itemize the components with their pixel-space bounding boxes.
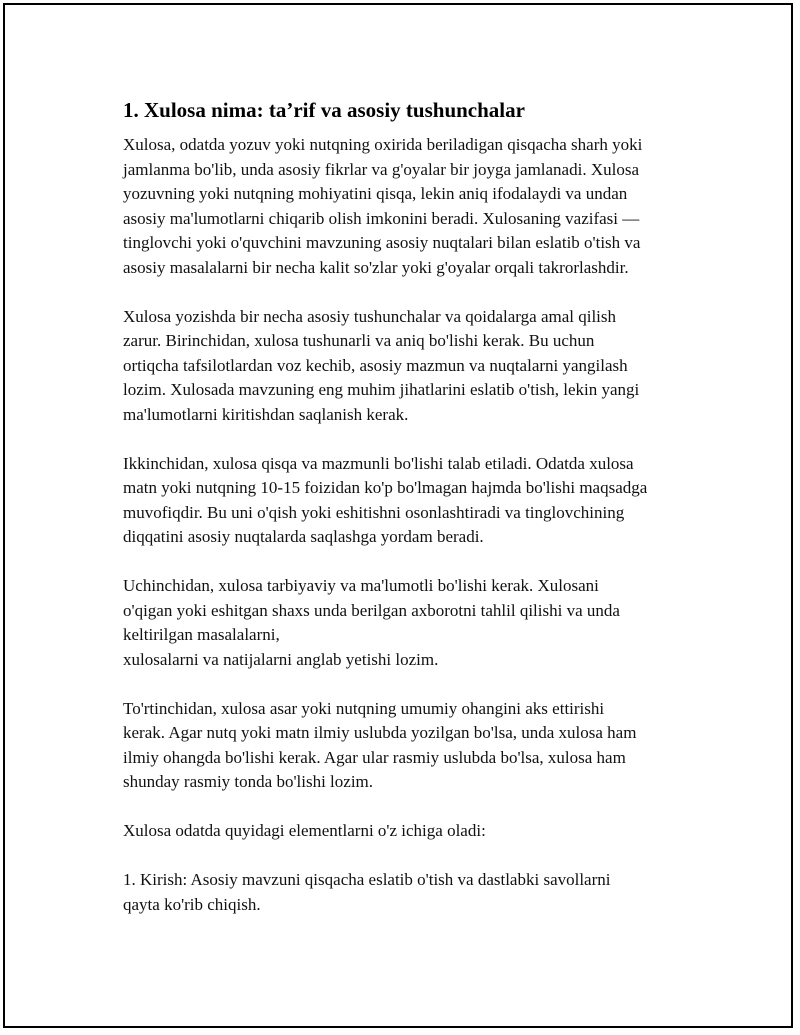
paragraph-rules-fourth: To'rtinchidan, xulosa asar yoki nutqning umumiy ohangini aks ettirishi kerak. Agar nutq yoki matn ilmiy uslubda yozilgan bo'lsa, unda xulosa ham ilmiy ohangda bo'lishi kerak. Agar ular rasmiy uslubda bo'lsa, xulosa ham shunday rasmiy tonda bo'lishi lozim. (123, 698, 637, 791)
list-item-introduction: 1. Kirish: Asosiy mavzuni qisqacha eslatib o'tish va dastlabki savollarni qayta ko'rib chiqish. (123, 870, 611, 914)
paragraph-rules-first: Xulosa yozishda bir necha asosiy tushunchalar va qoidalarga amal qilish zarur. Birinchidan, xulosa tushunarli va aniq bo'lishi kerak. Bu uchun ortiqcha tafsilotlardan voz kechib, asosiy mazmun va nuqtalarni yangilash lozim. Xulosada mavzuning eng muhim jihatlarini eslatib o'tish, lekin yangi ma'lumotlarni kiritishdan saqlanish kerak. (123, 306, 640, 424)
paragraph-definition: Xulosa, odatda yozuv yoki nutqning oxirida beriladigan qisqacha sharh yoki jamlanma bo'lib, unda asosiy fikrlar va g'oyalar bir joyga jamlanadi. Xulosa yozuvning yoki nutqning mohiyatini qisqa, lekin aniq ifodalaydi va undan asosiy ma'lumotlarni chiqarib olish imkonini beradi. Xulosaning vazifasi — tinglovchi yoki o'quvchini mavzuning asosiy nuqtalari bilan eslatib o'tish va asosiy masalalarni bir necha kalit so'zlar yoki g'oyalar orqali takrorlashdir. (123, 135, 643, 277)
paragraph-elements-intro: Xulosa odatda quyidagi elementlarni o'z ichiga oladi: (123, 821, 486, 840)
page-frame (3, 3, 793, 1028)
paragraph-rules-second: Ikkinchidan, xulosa qisqa va mazmunli bo'lishi talab etiladi. Odatda xulosa matn yoki nutqning 10-15 foizidan ko'p bo'lmagan hajmda bo'lishi maqsadga muvofiqdir. Bu uni o'qish yoki eshitishni osonlashtiradi va tinglovchining diqqatini asosiy nuqtalarda saqlashga yordam beradi. (123, 453, 648, 546)
section-heading: 1. Xulosa nima: ta’rif va asosiy tushunchalar (123, 98, 525, 122)
document-body (123, 97, 723, 942)
paragraph-rules-third: Uchinchidan, xulosa tarbiyaviy va ma'lumotli bo'lishi kerak. Xulosani o'qigan yoki eshitgan shaxs unda berilgan axborotni tahlil qilishi va unda keltirilgan masalalarni, xulosalarni va natijalarni anglab yetishi lozim. (123, 576, 620, 669)
